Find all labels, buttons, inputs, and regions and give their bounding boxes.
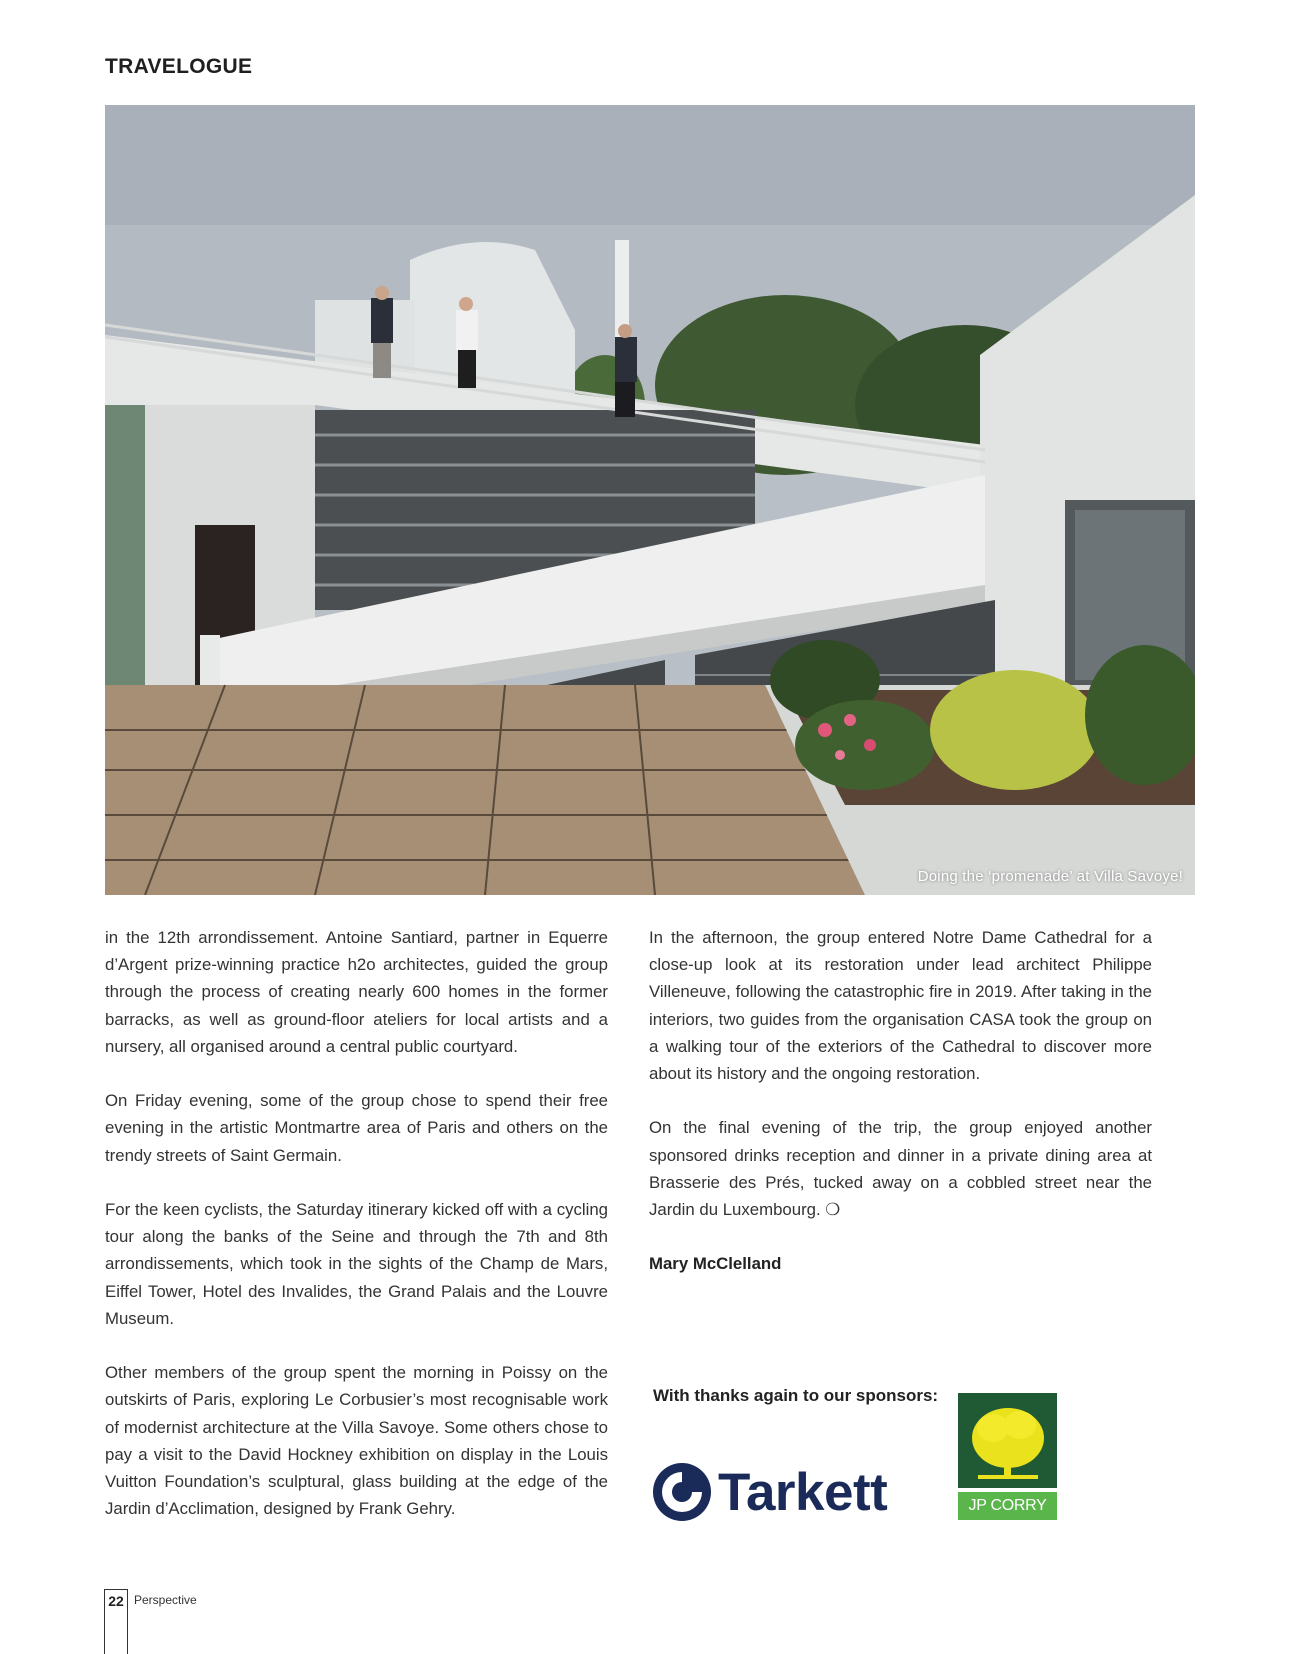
magazine-name: Perspective: [134, 1593, 197, 1607]
jp-corry-tree-icon: [958, 1393, 1057, 1488]
jp-corry-logo: [958, 1393, 1057, 1523]
section-title: TRAVELOGUE: [105, 55, 253, 78]
photo-caption: Doing the ‘promenade’ at Villa Savoye!: [917, 868, 1183, 885]
page-number: 22: [104, 1589, 128, 1654]
tarkett-logo: [652, 1460, 887, 1524]
article-paragraph: In the afternoon, the group entered Notre Dame Cathedral for a close-up look at its restoration under lead architect Philippe Villeneuve, following the catastrophic fire in 2019. After taking in the interiors, two guides from the organisation CASA took the group on a walking tour of the exteriors of the Cathedral to discover more about its history and the ongoing restoration.: [649, 928, 1152, 1084]
tarkett-swirl-icon: [652, 1462, 712, 1522]
article-paragraph: For the keen cyclists, the Saturday itinerary kicked off with a cycling tour along the banks of the Seine and through the 7th and 8th arrondissements, which took in the sights of the Champ de Mars, Eiffel Tower, Hotel des Invalides, the Grand Palais and the Louvre Museum.: [105, 1200, 608, 1328]
article-paragraph: Other members of the group spent the morning in Poissy on the outskirts of Paris, exploring Le Corbusier’s most recognisable work of modernist architecture at the Villa Savoye. Some others chose to pay a visit to the David Hockney exhibition on display in the Louis Vuitton Foundation’s sculptural, glass building at the edge of the Jardin d’Acclimation, designed by Frank Gehry.: [105, 1363, 608, 1519]
article-paragraph: in the 12th arrondissement. Antoine Santiard, partner in Equerre d’Argent prize-winning practice h2o architectes, guided the group through the process of creating nearly 600 homes in the former barracks, as well as ground-floor ateliers for local artists and a nursery, all organised around a central public courtyard.: [105, 928, 608, 1056]
villa-savoye-photo: [105, 105, 1195, 895]
sponsors-heading: With thanks again to our sponsors:: [653, 1386, 939, 1405]
tarkett-wordmark: Tarkett: [718, 1462, 888, 1522]
villa-savoye-illustration: [105, 105, 1195, 895]
article-left-column: [105, 924, 608, 1550]
article-paragraph: On the final evening of the trip, the group enjoyed another sponsored drinks reception and dinner in a private dining area at Brasserie des Prés, tucked away on a cobbled street near the Jardin du Luxembourg. ❍: [649, 1118, 1152, 1220]
jp-corry-wordmark: JP CORRY: [958, 1492, 1057, 1520]
article-right-column: [649, 924, 1152, 1305]
article-paragraph: On Friday evening, some of the group chose to spend their free evening in the artistic Montmartre area of Paris and others on the trendy streets of Saint Germain.: [105, 1091, 608, 1165]
article-author: Mary McClelland: [649, 1254, 782, 1274]
